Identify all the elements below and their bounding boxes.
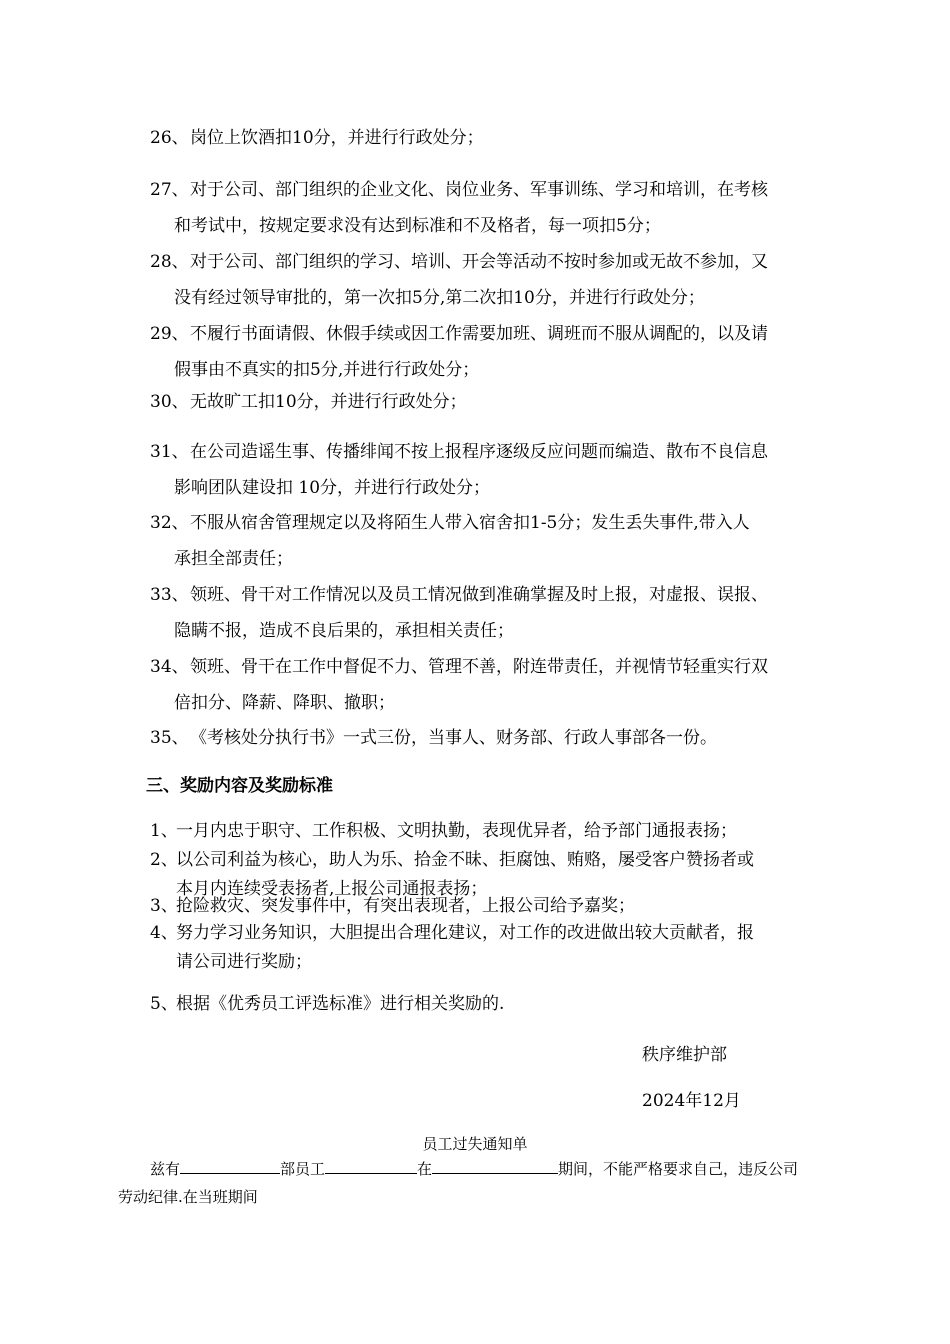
notice-text-3: 在 <box>417 1160 433 1178</box>
reward-item <box>150 817 850 846</box>
reward-text-line2: 本月内连续受表扬者,上报公司通报表扬； <box>176 879 488 899</box>
penalty-item <box>150 720 850 756</box>
penalty-text-line2: 假事由不真实的扣5分,并进行行政处分； <box>174 360 480 380</box>
notice-text-1: 兹有 <box>150 1160 181 1178</box>
penalty-item <box>150 505 850 577</box>
penalty-number: 30、 <box>150 392 189 412</box>
penalty-item <box>150 649 850 721</box>
penalty-number: 27、 <box>150 180 189 200</box>
notice-text-4: 期间，不能严格要求自己，违反公司 <box>558 1160 799 1178</box>
penalty-text-line2: 和考试中，按规定要求没有达到标准和不及格者，每一项扣5分； <box>174 216 661 236</box>
penalty-text-line2: 隐瞒不报，造成不良后果的，承担相关责任； <box>174 621 514 641</box>
penalty-text-line1: 不履行书面请假、休假手续或因工作需要加班、调班而不服从调配的，以及请 <box>190 324 768 344</box>
penalty-number: 32、 <box>150 513 189 533</box>
section-heading: 三、奖励内容及奖励标准 <box>146 776 333 796</box>
penalty-item <box>150 434 850 506</box>
penalty-text-line1: 《考核处分执行书》一式三份，当事人、财务部、行政人事部各一份。 <box>190 728 717 748</box>
penalty-item <box>150 316 850 388</box>
notice-body <box>118 1155 853 1211</box>
notice-blank-employee <box>325 1155 417 1174</box>
reward-text-line1: 努力学习业务知识，大胆提出合理化建议，对工作的改进做出较大贡献者，报 <box>176 923 754 943</box>
notice-blank-period <box>432 1155 558 1174</box>
reward-number: 1、 <box>150 821 178 841</box>
penalty-number: 33、 <box>150 585 189 605</box>
penalty-number: 28、 <box>150 252 189 272</box>
reward-item <box>150 990 850 1019</box>
penalty-text-line1: 在公司造谣生事、传播绯闻不按上报程序逐级反应问题而编造、散布不良信息 <box>190 442 768 462</box>
penalty-text-line2: 承担全部责任； <box>174 549 293 569</box>
penalty-text-line1: 领班、骨干在工作中督促不力、管理不善，附连带责任，并视情节轻重实行双 <box>190 657 768 677</box>
reward-number: 5、 <box>150 994 178 1014</box>
reward-text-line1: 一月内忠于职守、工作积极、文明执勤，表现优异者，给予部门通报表扬； <box>176 821 737 841</box>
penalty-text-line2: 影响团队建设扣 10分，并进行行政处分； <box>174 478 491 498</box>
penalty-item <box>150 384 850 420</box>
notice-title: 员工过失通知单 <box>422 1135 528 1153</box>
reward-text-line1: 抢险救灾、突发事件中，有突出表现者，上报公司给予嘉奖； <box>176 896 635 916</box>
penalty-number: 35、 <box>150 728 189 748</box>
signature-department: 秩序维护部 <box>642 1045 727 1065</box>
notice-text-5: 劳动纪律.在当班期间 <box>118 1188 258 1206</box>
penalty-item <box>150 244 850 316</box>
reward-item <box>150 919 850 977</box>
reward-text-line2: 请公司进行奖励； <box>176 952 312 972</box>
signature-date: 2024年12月 <box>642 1091 741 1111</box>
reward-number: 4、 <box>150 923 178 943</box>
penalty-number: 34、 <box>150 657 189 677</box>
penalty-text-line1: 对于公司、部门组织的企业文化、岗位业务、军事训练、学习和培训，在考核 <box>190 180 768 200</box>
reward-text-line1: 根据《优秀员工评选标准》进行相关奖励的. <box>176 994 505 1014</box>
penalty-text-line1: 不服从宿舍管理规定以及将陌生人带入宿舍扣1-5分；发生丢失事件,带入人 <box>190 513 750 533</box>
penalty-text-line1: 无故旷工扣10分，并进行行政处分； <box>190 392 467 412</box>
penalty-item <box>150 172 850 244</box>
penalty-number: 29、 <box>150 324 189 344</box>
reward-item <box>150 892 850 921</box>
penalty-number: 26、 <box>150 128 189 148</box>
reward-text-line1: 以公司利益为核心，助人为乐、拾金不昧、拒腐蚀、贿赂，屡受客户赞扬者或 <box>176 850 754 870</box>
penalty-number: 31、 <box>150 442 189 462</box>
notice-text-2: 部员工 <box>280 1160 326 1178</box>
reward-number: 2、 <box>150 850 178 870</box>
penalty-text-line2: 倍扣分、降薪、降职、撤职； <box>174 693 395 713</box>
penalty-text-line2: 没有经过领导审批的，第一次扣5分,第二次扣10分，并进行行政处分； <box>174 288 705 308</box>
penalty-item <box>150 120 850 156</box>
reward-number: 3、 <box>150 896 178 916</box>
penalty-text-line1: 对于公司、部门组织的学习、培训、开会等活动不按时参加或无故不参加，又 <box>190 252 768 272</box>
penalty-text-line1: 领班、骨干对工作情况以及员工情况做到准确掌握及时上报，对虚报、误报、 <box>190 585 768 605</box>
penalty-item <box>150 577 850 649</box>
penalty-text-line1: 岗位上饮酒扣10分，并进行行政处分； <box>190 128 484 148</box>
notice-blank-name <box>180 1155 280 1174</box>
